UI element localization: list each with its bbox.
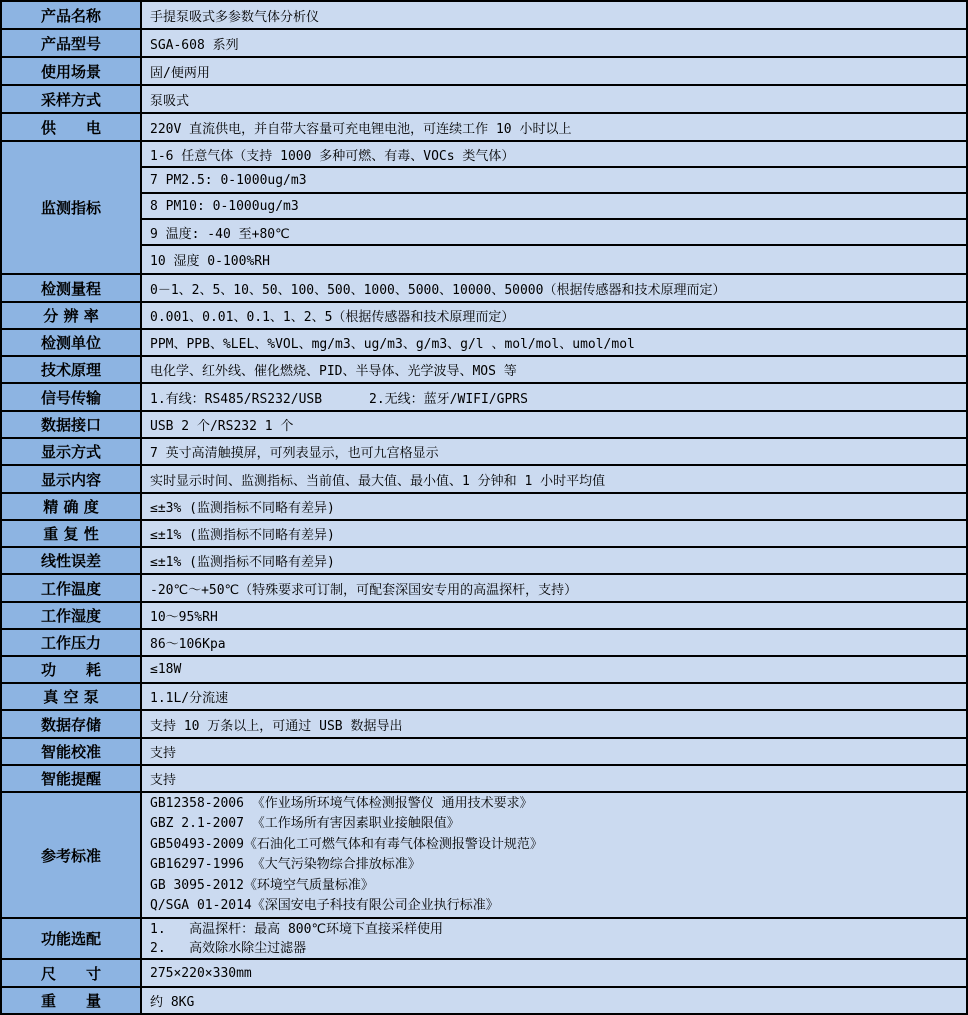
spec-row-monitor-indicators [2, 142, 966, 275]
monitor-indicator-item: 9 温度: -40 至+80℃ [142, 220, 966, 246]
spec-label-working-temperature: 工作温度 [2, 575, 142, 601]
spec-row-signal-transmission [2, 384, 966, 412]
spec-value-usage-scene: 固/便两用 [142, 58, 966, 84]
spec-value-working-pressure: 86～106Kpa [142, 630, 966, 655]
spec-value-power-consumption: ≤18W [142, 657, 966, 682]
spec-value-sampling-method: 泵吸式 [142, 86, 966, 112]
spec-value-detection-range: 0－1、2、5、10、50、100、500、1000、5000、10000、50000（根据传感器和技术原理而定） [142, 275, 966, 301]
optional-functions-list [142, 919, 966, 958]
reference-standard-item: GB12358-2006 《作业场所环境气体检测报警仪 通用技术要求》 [150, 795, 533, 811]
spec-value-power-supply: 220V 直流供电，并自带大容量可充电锂电池，可连续工作 10 小时以上 [142, 114, 966, 140]
spec-row-detection-range [2, 275, 966, 303]
spec-label-product-name: 产品名称 [2, 2, 142, 28]
spec-label-technical-principle: 技术原理 [2, 357, 142, 382]
optional-function-item: 1. 高温探杆：最高 800℃环境下直接采样使用 [150, 921, 444, 937]
spec-value-display-mode: 7 英寸高清触摸屏，可列表显示，也可九宫格显示 [142, 439, 966, 464]
spec-label-detection-range: 检测量程 [2, 275, 142, 301]
spec-row-product-name [2, 2, 966, 30]
spec-label-linearity-error: 线性误差 [2, 548, 142, 573]
monitor-indicator-item: 7 PM2.5: 0-1000ug/m3 [142, 168, 966, 194]
spec-label-signal-transmission: 信号传输 [2, 384, 142, 410]
monitor-indicator-item: 10 湿度 0-100%RH [150, 254, 270, 269]
spec-label-data-storage: 数据存储 [2, 711, 142, 737]
spec-label-optional-functions: 功能选配 [2, 919, 142, 958]
spec-value-working-humidity: 10～95%RH [142, 603, 966, 628]
spec-row-power-supply [2, 114, 966, 142]
spec-value-working-temperature: -20℃～+50℃（特殊要求可订制，可配套深国安专用的高温探杆，支持） [142, 575, 966, 601]
spec-row-usage-scene [2, 58, 966, 86]
spec-row-sampling-method [2, 86, 966, 114]
spec-row-resolution [2, 303, 966, 330]
spec-label-working-humidity: 工作湿度 [2, 603, 142, 628]
spec-value-data-interface: USB 2 个/RS232 1 个 [142, 412, 966, 437]
spec-label-dimensions: 尺 寸 [2, 960, 142, 986]
spec-value-product-model: SGA-608 系列 [142, 30, 966, 56]
optional-function-item: 2. 高效除水除尘过滤器 [150, 940, 307, 956]
spec-row-technical-principle [2, 357, 966, 384]
spec-row-dimensions [2, 960, 966, 988]
spec-value-resolution: 0.001、0.01、0.1、1、2、5（根据传感器和技术原理而定） [142, 303, 966, 328]
spec-value-technical-principle: 电化学、红外线、催化燃烧、PID、半导体、光学波导、MOS 等 [142, 357, 966, 382]
spec-value-linearity-error: ≤±1% (监测指标不同略有差异) [142, 548, 966, 573]
spec-row-working-pressure [2, 630, 966, 657]
spec-label-working-pressure: 工作压力 [2, 630, 142, 655]
spec-row-detection-unit [2, 330, 966, 357]
spec-value-data-storage: 支持 10 万条以上，可通过 USB 数据导出 [142, 711, 966, 737]
spec-row-smart-calibration [2, 739, 966, 766]
spec-label-usage-scene: 使用场景 [2, 58, 142, 84]
spec-row-data-storage [2, 711, 966, 739]
reference-standards-list [142, 793, 966, 917]
spec-label-display-content: 显示内容 [2, 466, 142, 492]
reference-standard-item: GB16297-1996 《大气污染物综合排放标准》 [150, 857, 421, 872]
spec-row-working-temperature [2, 575, 966, 603]
spec-row-repeatability [2, 521, 966, 548]
spec-value-repeatability: ≤±1% (监测指标不同略有差异) [142, 521, 966, 546]
spec-row-linearity-error [2, 548, 966, 575]
spec-value-product-name: 手提泵吸式多参数气体分析仪 [142, 2, 966, 28]
spec-label-smart-calibration: 智能校准 [2, 739, 142, 764]
spec-row-weight [2, 988, 966, 1015]
spec-label-product-model: 产品型号 [2, 30, 142, 56]
spec-value-dimensions: 275×220×330mm [142, 960, 966, 986]
spec-row-reference-standards [2, 793, 966, 919]
spec-row-smart-reminder [2, 766, 966, 793]
spec-row-product-model [2, 30, 966, 58]
spec-row-power-consumption [2, 657, 966, 684]
spec-value-display-content: 实时显示时间、监测指标、当前值、最大值、最小值、1 分钟和 1 小时平均值 [142, 466, 966, 492]
spec-row-display-mode [2, 439, 966, 466]
reference-standard-item: Q/SGA 01-2014《深国安电子科技有限公司企业执行标准》 [150, 898, 499, 913]
spec-label-monitor-indicators: 监测指标 [2, 142, 142, 273]
reference-standard-item: GBZ 2.1-2007 《工作场所有害因素职业接触限值》 [150, 816, 460, 831]
spec-label-detection-unit: 检测单位 [2, 330, 142, 355]
spec-row-accuracy [2, 494, 966, 521]
monitor-indicator-subrows [142, 142, 966, 273]
spec-value-smart-reminder: 支持 [142, 766, 966, 791]
spec-label-power-consumption: 功 耗 [2, 657, 142, 682]
spec-value-smart-calibration: 支持 [142, 739, 966, 764]
spec-value-accuracy: ≤±3% (监测指标不同略有差异) [142, 494, 966, 519]
reference-standard-item: GB 3095-2012《环境空气质量标准》 [150, 877, 374, 893]
spec-value-signal-transmission: 1.有线：RS485/RS232/USB 2.无线：蓝牙/WIFI/GPRS [142, 384, 966, 410]
spec-value-detection-unit: PPM、PPB、%LEL、%VOL、mg/m3、ug/m3、g/m3、g/l 、mol/mol、umol/mol [142, 330, 966, 355]
monitor-indicator-item: 1-6 任意气体（支持 1000 多种可燃、有毒、VOCs 类气体） [142, 142, 966, 168]
spec-label-repeatability: 重 复 性 [2, 521, 142, 546]
reference-standard-item: GB50493-2009《石油化工可燃气体和有毒气体检测报警设计规范》 [150, 836, 543, 852]
spec-value-weight: 约 8KG [142, 988, 966, 1013]
monitor-indicator-item: 8 PM10: 0-1000ug/m3 [142, 194, 966, 220]
spec-label-weight: 重 量 [2, 988, 142, 1013]
spec-label-display-mode: 显示方式 [2, 439, 142, 464]
spec-row-display-content [2, 466, 966, 494]
spec-label-power-supply: 供 电 [2, 114, 142, 140]
spec-label-data-interface: 数据接口 [2, 412, 142, 437]
spec-value-vacuum-pump: 1.1L/分流速 [142, 684, 966, 709]
spec-label-vacuum-pump: 真 空 泵 [2, 684, 142, 709]
spec-row-working-humidity [2, 603, 966, 630]
spec-label-accuracy: 精 确 度 [2, 494, 142, 519]
spec-row-vacuum-pump [2, 684, 966, 711]
spec-label-reference-standards: 参考标准 [2, 793, 142, 917]
spec-row-data-interface [2, 412, 966, 439]
spec-label-smart-reminder: 智能提醒 [2, 766, 142, 791]
spec-label-resolution: 分 辨 率 [2, 303, 142, 328]
spec-label-sampling-method: 采样方式 [2, 86, 142, 112]
spec-row-optional-functions [2, 919, 966, 960]
